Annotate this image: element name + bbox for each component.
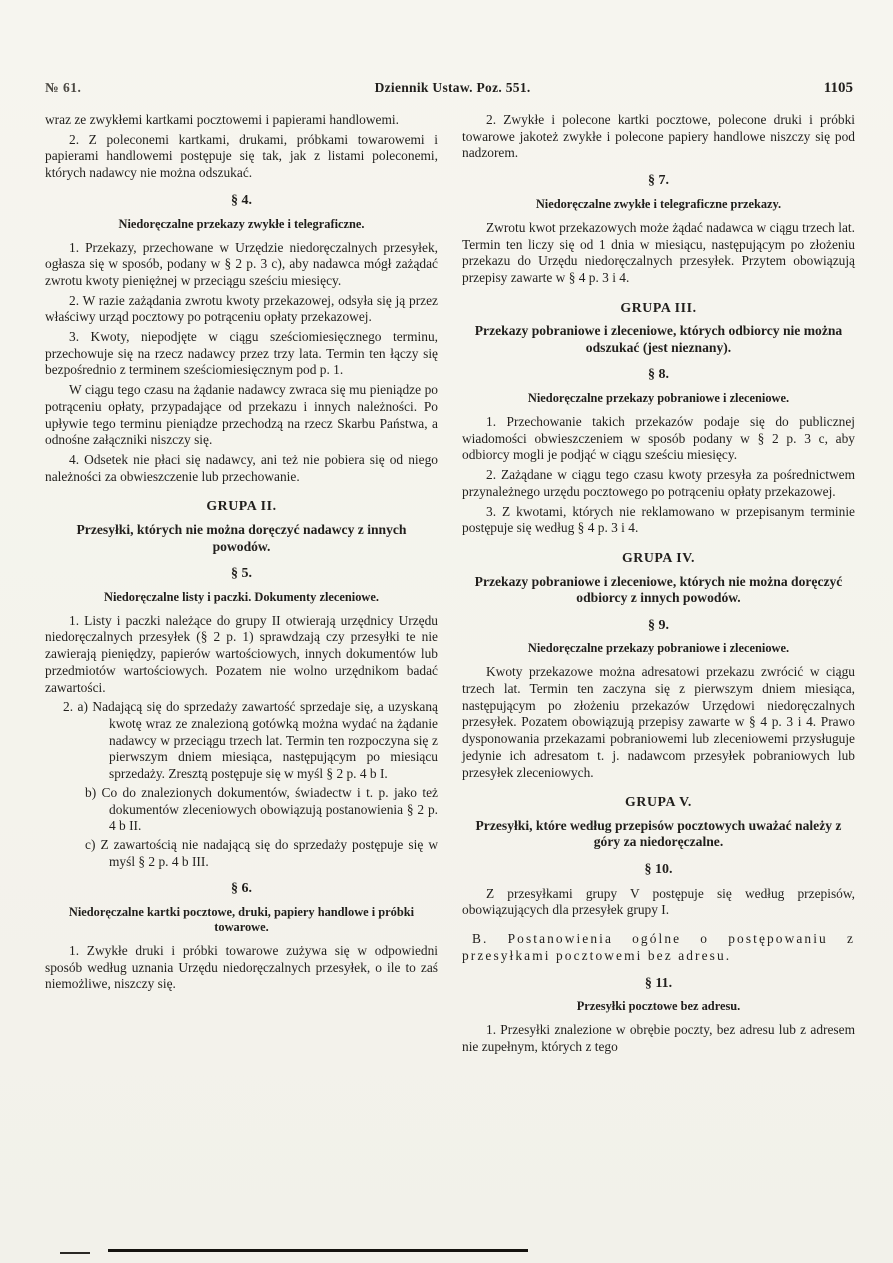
paragraph: Kwoty przekazowe można adresatowi przekazu zwrócić w ciągu trzech lat. Termin ten zaczyna się z pierwszym dniem miesiąca, następującym po złożeniu przekazów Urzędowi niedoręczalnych przesyłek. Pozatem obowiązują przepisy zawarte w § 4 p. 3 i 4. Prawo dysponowania przekazami pobraniowemi lub zleceniowemi przysługuje jedynie ich adresatom t. j. nadawcom przesyłek pobraniowych lub przesyłek zleceniowych.	[462, 664, 855, 780]
list-item: b) Co do znalezionych dokumentów, świadectw i t. p. jako też dokumentów zleceniowych obowiązują postanowienia § 2 p. 4 b II.	[85, 784, 438, 834]
paragraph: Zwrotu kwot przekazowych może żądać nadawca w ciągu trzech lat. Termin ten liczy się od 1 dnia w miesiącu, następującym po złożeniu przekazu do Urzędu niedoręczalnych przesyłek. Przytem obowiązują przepisy zawarte w § 4 p. 3 i 4.	[462, 219, 855, 285]
group-heading: GRUPA IV.	[621, 549, 696, 565]
paragraph: 1. Przechowanie takich przekazów podaje się do publicznej wiadomości obwieszczeniem w sposób podany w § 2 p. 3 c, aby odbiorcy mogli je podjąć w ciągu sześciu miesięcy.	[462, 414, 855, 463]
text-columns	[45, 112, 855, 1059]
issue-number: № 61.	[45, 80, 82, 95]
section-number: § 11.	[644, 975, 673, 991]
group-title: Przesyłki, których nie można doręczyć nadawcy z innych powodów.	[76, 522, 407, 554]
paragraph: 3. Z kwotami, których nie reklamowano w przepisanym terminie postępuje się według § 4 p. 3 i 4.	[462, 503, 855, 536]
group-heading: GRUPA V.	[625, 794, 692, 810]
group-title: Przesyłki, które według przepisów pocztowych uważać należy z góry za niedoręczalne.	[475, 817, 842, 850]
right-column	[462, 112, 855, 1059]
journal-title: Dziennik Ustaw. Poz. 551.	[374, 80, 531, 95]
group-heading: GRUPA III.	[620, 299, 697, 315]
paragraph: 2. Z poleconemi kartkami, drukami, próbkami towarowemi i papierami handlowemi postępuje się tak, jak z listami poleconemi, których nadawcy nie można odszukać.	[45, 131, 438, 181]
general-provisions-heading: B. Postanowienia ogólne o postępowaniu z przesyłkami pocztowemi bez adresu.	[462, 931, 855, 963]
paragraph: 3. Kwoty, niepodjęte w ciągu sześciomiesięcznego terminu, przechowuje się na rzecz nadawcy przez trzy lata. Termin ten łączy się bezpośrednio z terminem sześciomiesięcznym pod p. 1.	[45, 329, 438, 378]
paragraph: 1. Przesyłki znalezione w obrębie poczty, bez adresu lub z adresem nie zupełnym, których z tego	[462, 1022, 855, 1054]
paragraph: 2. Zwykłe i polecone kartki pocztowe, polecone druki i próbki towarowe jakoteż zwykłe i polecone papiery handlowe niszczy się pod nadzorem.	[462, 112, 855, 161]
section-heading: Niedoręczalne przekazy zwykłe i telegraficzne.	[118, 216, 365, 231]
section-heading: Przesyłki pocztowe bez adresu.	[576, 999, 741, 1014]
paragraph: 4. Odsetek nie płaci się nadawcy, ani też nie pobiera się od niego należności za obwieszczenie lub przechowanie.	[45, 451, 438, 484]
section-number: § 8.	[648, 367, 669, 383]
section-number: § 9.	[648, 617, 669, 633]
paragraph: Z przesyłkami grupy V postępuje się według przepisów, obowiązujących dla przesyłek grupy I.	[462, 885, 855, 918]
paragraph: 1. Listy i paczki należące do grupy II otwierają urzędnicy Urzędu niedoręczalnych przesyłek (§ 2 p. 1) sprawdzają czy przesyłki te nie zawierają pieniędzy, papierów wartościowych, innych dokumentów lub przedmiotów wartościowych. Pozatem nie wolno urzędnikom badać zawartości.	[45, 612, 438, 695]
group-title: Przekazy pobraniowe i zleceniowe, których nie można doręczyć odbiorcy z innych powodów.	[474, 573, 843, 606]
section-heading: Niedoręczalne kartki pocztowe, druki, papiery handlowe i próbki towarowe.	[68, 905, 415, 935]
group-heading: GRUPA II.	[206, 498, 277, 514]
section-heading: Niedoręczalne zwykłe i telegraficzne przekazy.	[535, 196, 782, 211]
scan-artifact-line	[108, 1249, 528, 1252]
section-number: § 4.	[231, 192, 252, 208]
paragraph: W ciągu tego czasu na żądanie nadawcy zwraca się mu pieniądze po potrąceniu opłaty, przypadające od przekazu i innych należności. Po upływie tego terminu pieniądze przechodzą na rzecz Skarbu Państwa, a odnośne załączniki niszczy się.	[45, 382, 438, 448]
group-title: Przekazy pobraniowe i zleceniowe, których odbiorcy nie można odszukać (jest nieznany).	[474, 323, 843, 355]
section-number: § 5.	[231, 566, 252, 582]
paragraph: 1. Zwykłe druki i próbki towarowe zużywa się w odpowiedni sposób według uznania Urzędu niedoręczalnych przesyłek, o ile to zaś niemożliwe, niszczy się.	[45, 943, 438, 992]
section-heading: Niedoręczalne przekazy pobraniowe i zleceniowe.	[527, 391, 790, 406]
section-heading: Niedoręczalne listy i paczki. Dokumenty zleceniowe.	[104, 589, 379, 604]
paragraph-continuation: wraz ze zwykłemi kartkami pocztowemi i papierami handlowemi.	[45, 112, 399, 127]
page-number: 1105	[823, 80, 853, 96]
section-number: § 6.	[231, 881, 252, 897]
left-column	[45, 112, 438, 1059]
section-heading: Niedoręczalne przekazy pobraniowe i zleceniowe.	[527, 641, 790, 656]
page-header	[45, 80, 853, 97]
scan-artifact-tick	[60, 1252, 90, 1254]
section-number: § 7.	[648, 173, 669, 189]
section-number: § 10.	[644, 861, 673, 877]
list-item: 2. a) Nadającą się do sprzedaży zawartość sprzedaje się, a uzyskaną kwotę wraz ze znalezioną gotówką można wydać na żądanie nadawcy w przeciągu trzech lat. Termin ten rozpoczyna się z pierwszym dniem miesiąca, następującym po miesiącu sprzedaży. Zresztą postępuje się w myśl § 2 p. 4 b I.	[63, 699, 438, 782]
paragraph: 2. W razie zażądania zwrotu kwoty przekazowej, odsyła się ją przez właściwy urząd pocztowy po potrąceniu opłaty przekazowej.	[45, 292, 438, 325]
paragraph: 1. Przekazy, przechowane w Urzędzie niedoręczalnych przesyłek, ogłasza się w sposób, podany w § 2 p. 3 c), aby nadawca mógł zażądać zwrotu kwoty pieniężnej w przeciągu sześciu miesięcy.	[45, 239, 438, 288]
list-item: c) Z zawartością nie nadającą się do sprzedaży postępuje się w myśl § 2 p. 4 b III.	[85, 836, 438, 869]
paragraph: 2. Zażądane w ciągu tego czasu kwoty przesyła za pośrednictwem przynależnego urzędu pocztowego po potrąceniu opłaty przekazowej.	[462, 467, 855, 499]
